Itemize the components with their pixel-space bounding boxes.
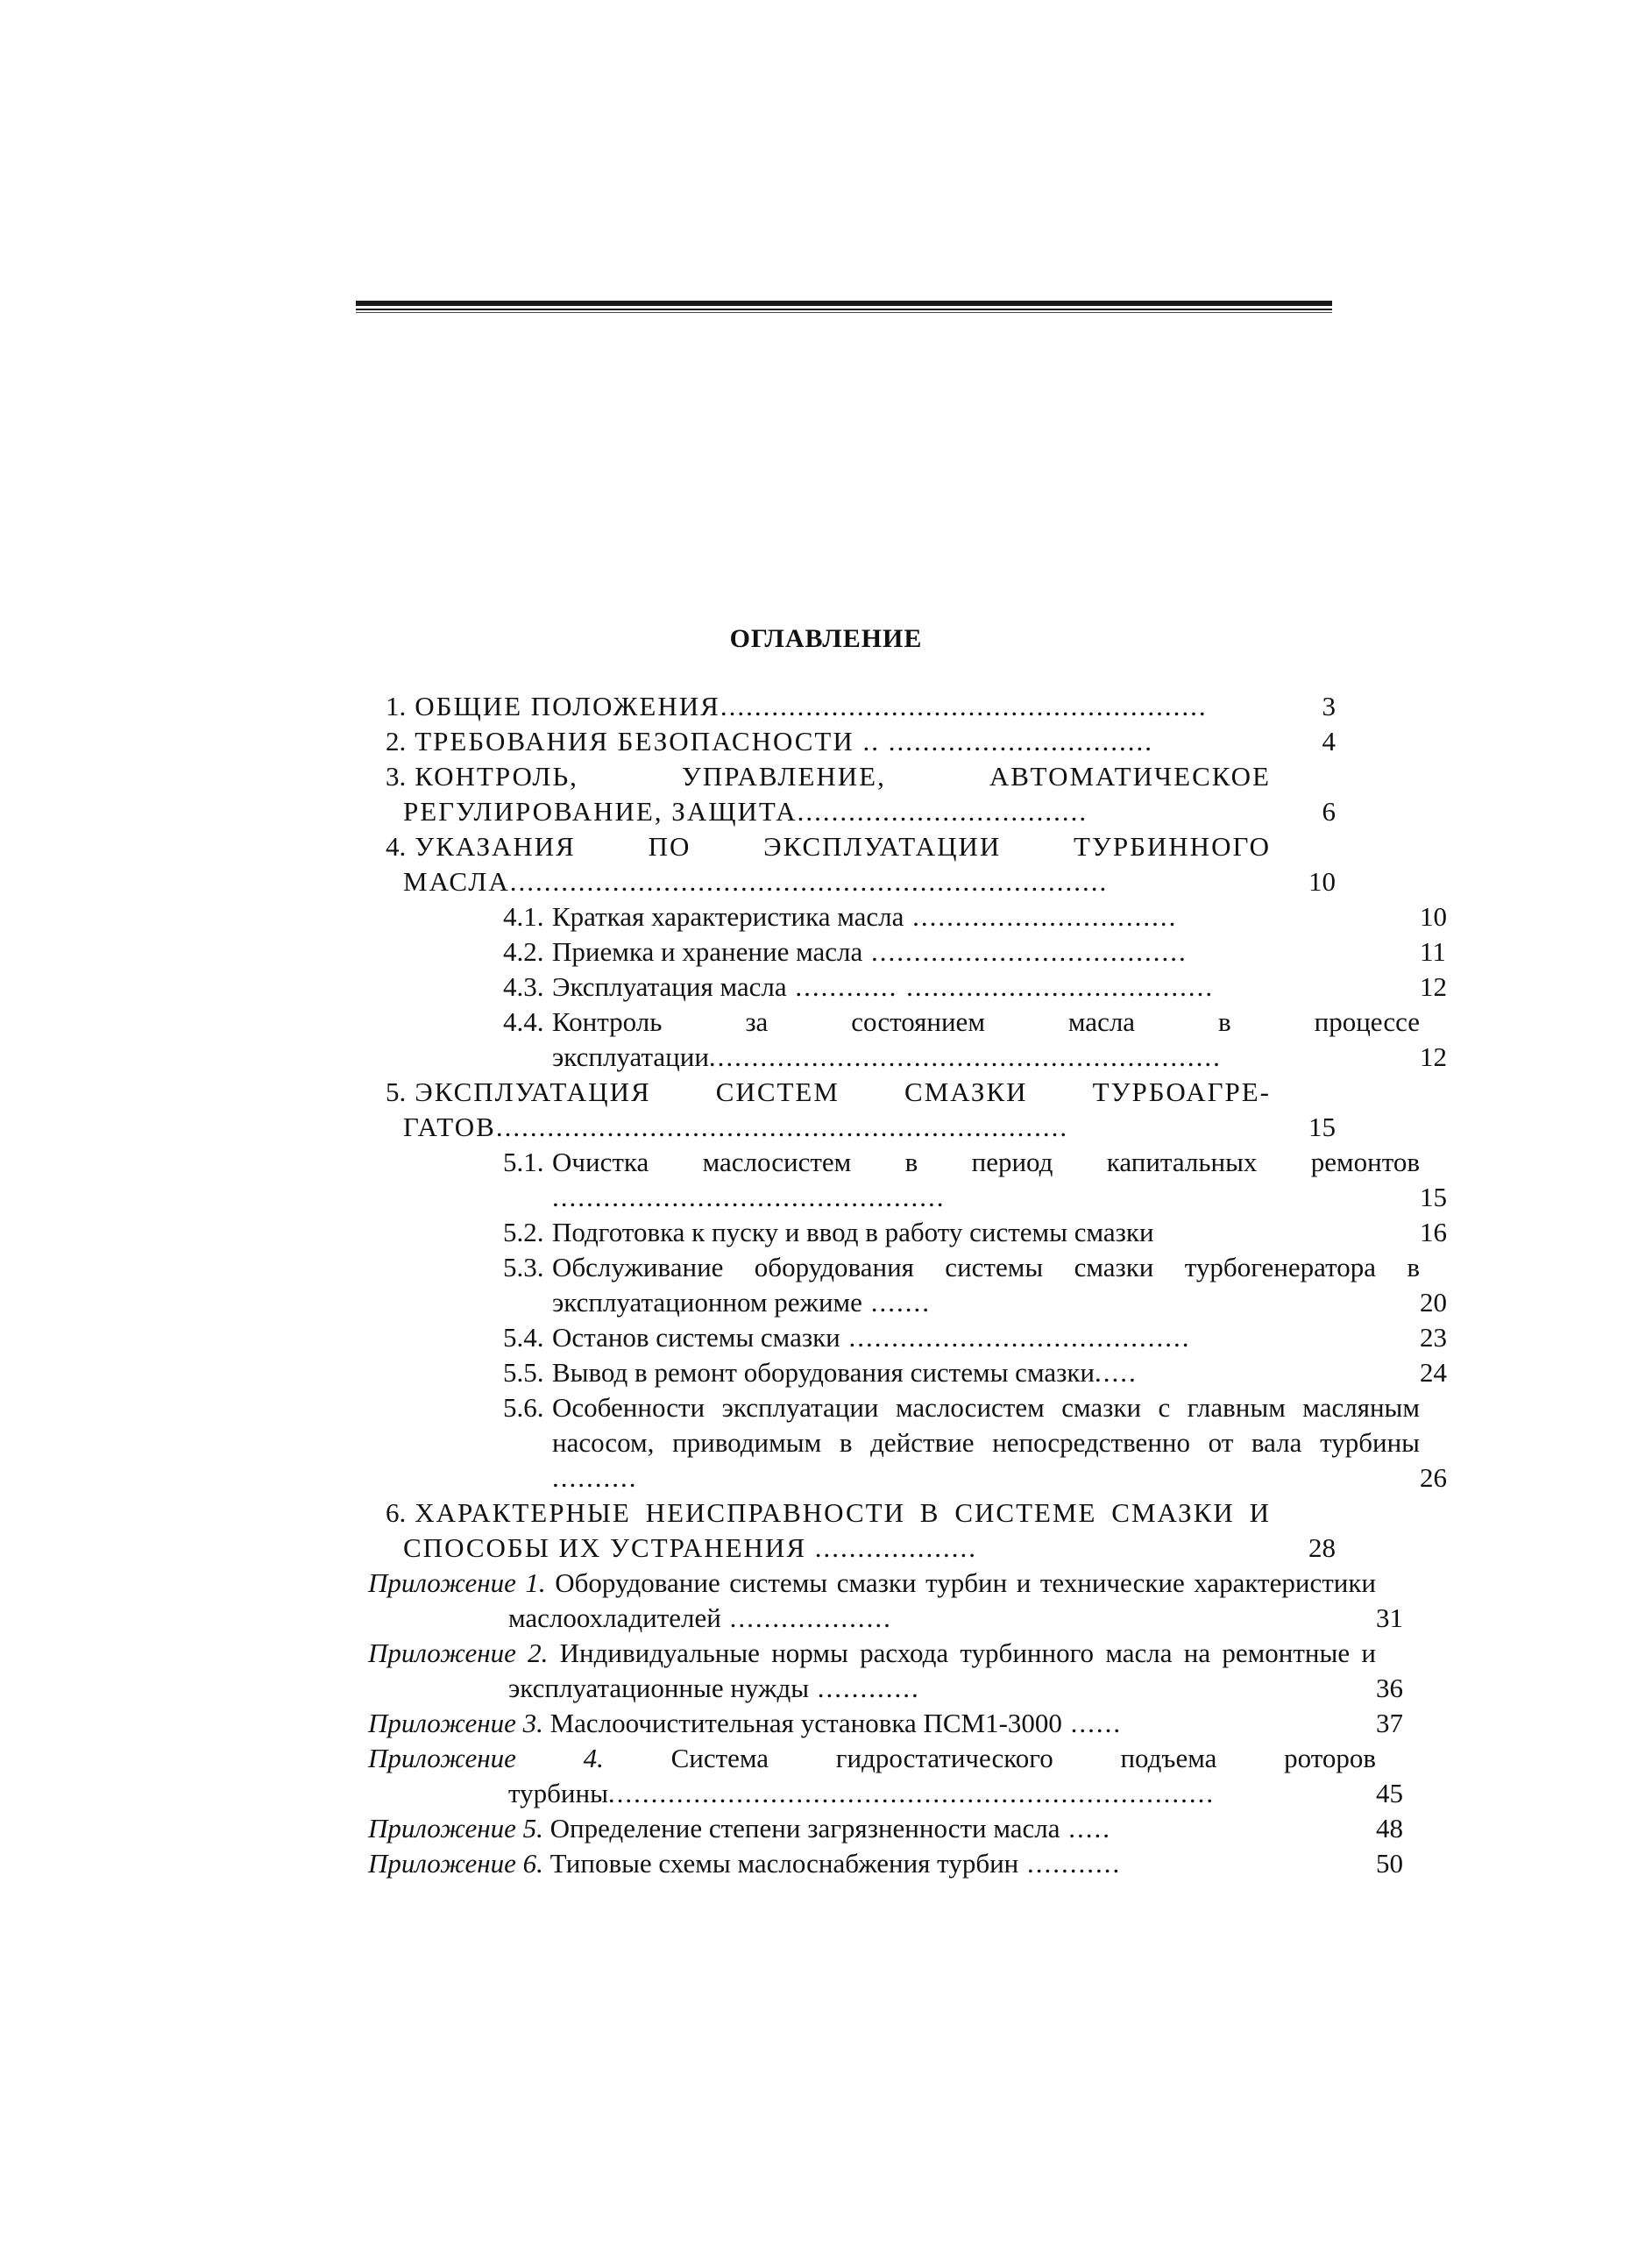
entry-page: 24: [1420, 1357, 1447, 1388]
toc-entry: [368, 1215, 1447, 1250]
entry-title: ЭКСПЛУАТАЦИЯ СИСТЕМ СМАЗКИ ТУРБОАГРЕ-ГАТОВ: [403, 1076, 1271, 1142]
toc-entry: Приложение 6. Типовые схемы маслоснабжения турбин ........... 50: [368, 1846, 1341, 1881]
entry-page: 16: [1420, 1217, 1447, 1247]
table-of-contents: [368, 689, 1447, 1881]
entry-page: 15: [1308, 1112, 1336, 1142]
entry-number: 4.: [386, 831, 407, 862]
toc-entry: Приложение 3. Маслоочистительная установка ПСМ1-3000 ...... 37: [368, 1706, 1341, 1741]
entry-title: ТРЕБОВАНИЯ БЕЗОПАСНОСТИ: [415, 726, 854, 757]
entry-title: Вывод в ремонт оборудования системы смазки: [552, 1357, 1095, 1388]
entry-page: 12: [1420, 1041, 1447, 1072]
entry-page: 20: [1420, 1287, 1447, 1318]
entry-page: 10: [1308, 866, 1336, 897]
entry-page: 48: [1376, 1813, 1403, 1844]
toc-entry: 6. ХАРАКТЕРНЫЕ НЕИСПРАВНОСТИ В СИСТЕМЕ СМАЗКИ И СПОСОБЫ ИХ УСТРАНЕНИЯ ................... 28: [368, 1495, 1341, 1566]
entry-number: 5.6.: [503, 1392, 544, 1423]
entry-number: Приложение 1.: [368, 1567, 546, 1598]
entry-title: КОНТРОЛЬ, УПРАВЛЕНИЕ, АВТОМАТИЧЕСКОЕ РЕГУЛИРОВАНИЕ, ЗАЩИТА: [403, 761, 1271, 827]
toc-entry: 5.1. Очистка маслосистем в период капитальных ремонтов .............................................. 15: [368, 1145, 1341, 1215]
toc-entry: 5. ЭКСПЛУАТАЦИЯ СИСТЕМ СМАЗКИ ТУРБОАГРЕ-ГАТОВ................................................................... 15: [368, 1075, 1341, 1145]
entry-number: Приложение 5.: [368, 1813, 543, 1844]
entry-page: 31: [1376, 1602, 1403, 1633]
entry-page: 4: [1322, 726, 1336, 757]
toc-entry: 5.5. Вывод в ремонт оборудования системы смазки..... 24: [368, 1355, 1341, 1390]
entry-number: 5.5.: [503, 1357, 544, 1388]
entry-title: ХАРАКТЕРНЫЕ НЕИСПРАВНОСТИ В СИСТЕМЕ СМАЗКИ И СПОСОБЫ ИХ УСТРАНЕНИЯ: [403, 1497, 1271, 1563]
toc-entry: 4.3. Эксплуатация масла ............ .................................... 12: [368, 970, 1341, 1005]
entry-number: 4.1.: [503, 901, 544, 932]
entry-title: Оборудование системы смазки турбин и технические характеристики маслоохладителей: [508, 1567, 1377, 1633]
toc-heading: ОГЛАВЛЕНИЕ: [729, 624, 923, 653]
entry-title: Индивидуальные нормы расхода турбинного масла на ремонтные и эксплуатационные нужды: [508, 1638, 1376, 1703]
entry-title: Обслуживание оборудования системы смазки турбогенератора в эксплуатационном режиме: [552, 1252, 1420, 1318]
entry-number: 5.4.: [503, 1322, 544, 1353]
entry-page: 37: [1376, 1708, 1403, 1738]
entry-title: Подготовка к пуску и ввод в работу системы смазки: [552, 1217, 1154, 1247]
entry-page: 6: [1322, 796, 1336, 827]
entry-page: 50: [1376, 1848, 1403, 1879]
entry-title: Останов системы смазки: [552, 1322, 840, 1353]
entry-page: 12: [1420, 971, 1447, 1002]
entry-number: Приложение 4.: [368, 1743, 604, 1773]
entry-number: 4.2.: [503, 936, 544, 967]
toc-entry: Приложение 4. Система гидростатического подъема роторов турбины....................................................................... 45: [368, 1741, 1341, 1811]
header-rule: [356, 301, 1332, 313]
entry-number: Приложение 2.: [368, 1638, 549, 1668]
entry-number: 6.: [386, 1497, 407, 1528]
toc-entry: Приложение 5. Определение степени загрязненности масла ..... 48: [368, 1811, 1341, 1846]
toc-entry: 5.4. Останов системы смазки ........................................ 23: [368, 1320, 1341, 1355]
toc-entry: 1. ОБЩИЕ ПОЛОЖЕНИЯ......................................................... 3: [368, 689, 1341, 724]
entry-title: Типовые схемы маслоснабжения турбин: [549, 1848, 1019, 1879]
toc-entry: 5.3. Обслуживание оборудования системы смазки турбогенератора в эксплуатационном режиме ....... 20: [368, 1250, 1341, 1320]
entry-number: 5.: [386, 1076, 407, 1107]
entry-page: 26: [1420, 1462, 1447, 1493]
toc-entry: 4. УКАЗАНИЯ ПО ЭКСПЛУАТАЦИИ ТУРБИННОГО МАСЛА...................................................................... 10: [368, 829, 1341, 899]
entry-number: Приложение 6.: [368, 1848, 543, 1879]
toc-entry: 3. КОНТРОЛЬ, УПРАВЛЕНИЕ, АВТОМАТИЧЕСКОЕ РЕГУЛИРОВАНИЕ, ЗАЩИТА.................................. 6: [368, 759, 1341, 829]
entry-title: Эксплуатация масла: [552, 971, 787, 1002]
toc-entry: 2. ТРЕБОВАНИЯ БЕЗОПАСНОСТИ .. ............................... 4: [368, 724, 1341, 759]
entry-page: 45: [1376, 1778, 1403, 1808]
entry-number: Приложение 3.: [368, 1708, 543, 1738]
toc-entry: 4.4. Контроль за состоянием масла в процессе эксплуатации............................................................ 12: [368, 1005, 1341, 1075]
entry-title: ОБЩИЕ ПОЛОЖЕНИЯ: [415, 691, 720, 721]
entry-page: 10: [1420, 901, 1447, 932]
entry-number: 3.: [386, 761, 407, 792]
entry-page: 36: [1376, 1673, 1403, 1703]
entry-number: 5.2.: [503, 1217, 544, 1247]
entry-number: 4.3.: [503, 971, 544, 1002]
entry-title: Маслоочистительная установка ПСМ1-3000: [549, 1708, 1062, 1738]
entry-page: 28: [1308, 1532, 1336, 1563]
entry-title: Система гидростатического подъема роторов турбины: [508, 1743, 1376, 1808]
entry-number: 5.1.: [503, 1147, 544, 1177]
toc-entry: Приложение 1. Оборудование системы смазки турбин и технические характеристики маслоохладителей ................... 31: [368, 1566, 1341, 1636]
entry-title: Особенности эксплуатации маслосистем смазки с главным масляным насосом, приводимым в действие непосредственно от вала турбины: [552, 1392, 1420, 1458]
entry-page: 15: [1420, 1182, 1447, 1212]
entry-number: 4.4.: [503, 1006, 544, 1037]
entry-number: 5.3.: [503, 1252, 544, 1282]
entry-title: Приемка и хранение масла: [552, 936, 863, 967]
entry-title: Определение степени загрязненности масла: [549, 1813, 1060, 1844]
toc-entry: 5.6. Особенности эксплуатации маслосистем смазки с главным масляным насосом, приводимым в действие непосредственно от вала турбины .......... 26: [368, 1390, 1341, 1495]
entry-number: 2.: [386, 726, 407, 757]
toc-entry: Приложение 2. Индивидуальные нормы расхода турбинного масла на ремонтные и эксплуатационные нужды ............ 36: [368, 1636, 1341, 1706]
toc-entry: 4.1. Краткая характеристика масла ............................... 10: [368, 899, 1341, 934]
entry-title: Краткая характеристика масла: [552, 901, 904, 932]
entry-page: 11: [1420, 936, 1446, 967]
entry-title: Контроль за состоянием масла в процессе эксплуатации: [552, 1006, 1420, 1072]
toc-entry: 4.2. Приемка и хранение масла ..................................... 11: [368, 934, 1341, 970]
entry-title: УКАЗАНИЯ ПО ЭКСПЛУАТАЦИИ ТУРБИННОГО МАСЛА: [403, 831, 1271, 897]
entry-page: 23: [1420, 1322, 1447, 1353]
entry-number: 1.: [386, 691, 407, 721]
entry-title: Очистка маслосистем в период капитальных ремонтов: [552, 1147, 1420, 1177]
entry-page: 3: [1322, 691, 1336, 721]
